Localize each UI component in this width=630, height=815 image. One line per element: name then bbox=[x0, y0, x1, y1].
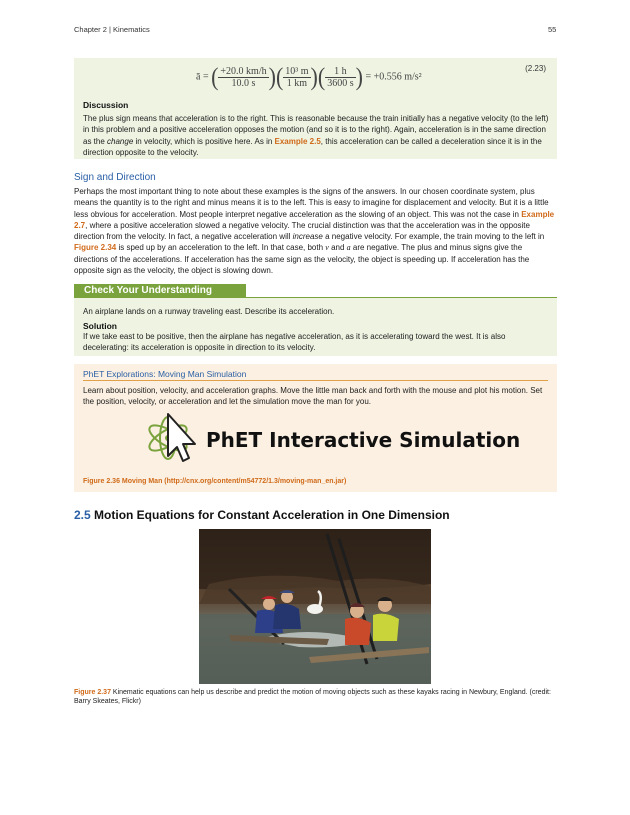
phet-logo-icon bbox=[146, 398, 206, 468]
check-understanding-tab: Check Your Understanding bbox=[74, 284, 246, 298]
figure-2-37-label: Figure 2.37 bbox=[74, 689, 111, 696]
discussion-title: Discussion bbox=[83, 100, 129, 110]
equation-number: (2.23) bbox=[525, 64, 546, 73]
fraction-2-denominator: 1 km bbox=[286, 77, 308, 89]
fraction-1-denominator: 10.0 s bbox=[231, 77, 256, 89]
check-understanding-box bbox=[74, 298, 557, 356]
velocity-symbol: v bbox=[325, 243, 329, 253]
discussion-text: The plus sign means that acceleration is to the right. This is reasonable because the train initially has a negative velocity (to the left) in this problem and a positive acceleration opposes the motion (and so it is to the right). Again, acceleration is in the same direction as the change in velocity, which is positive here. As in Example 2.5, this acceleration can be called a deceleration since it is in the direction opposite to the velocity. bbox=[83, 114, 549, 157]
section-title: Motion Equations for Constant Acceleration in One Dimension bbox=[94, 508, 450, 522]
example-box bbox=[74, 58, 557, 159]
section-number: 2.5 bbox=[74, 508, 91, 522]
equation-2-23: ā = ( $\frac{+20.0 km/h}{10.0 s}$ )( $\frac{\text{10³ m}}{1 km}$ )( $\frac{1 h}{3600 s}$ ) = +0.556 m/s² (2.23) bbox=[196, 62, 546, 91]
sign-direction-heading: Sign and Direction bbox=[74, 172, 156, 183]
chapter-header: Chapter 2 | Kinematics bbox=[74, 25, 150, 34]
fraction-1-numerator: +20.0 km/h bbox=[220, 65, 267, 77]
check-question: An airplane lands on a runway traveling east. Describe its acceleration. bbox=[83, 307, 335, 316]
page-number: 55 bbox=[548, 25, 557, 34]
example-2-7-link[interactable]: Example 2.7 bbox=[74, 209, 555, 230]
section-2-5-heading bbox=[74, 508, 450, 522]
fraction-3-numerator: 1 h bbox=[325, 66, 355, 78]
solution-text: If we take east to be positive, then the airplane has negative acceleration, as it is accelerating toward the west. It is also decelerating: its acceleration is opposite in direction to its velocity. bbox=[83, 332, 506, 353]
example-2-5-link[interactable]: Example 2.5 bbox=[274, 136, 321, 146]
fraction-3-denominator: 3600 s bbox=[327, 77, 354, 89]
acceleration-symbol: a bbox=[346, 243, 351, 253]
phet-description: Learn about position, velocity, and acceleration graphs. Move the little man back and forth with the mouse and plot his motion. Set the position, velocity, or acceleration and let the simulation move the man for you. bbox=[83, 386, 543, 407]
sign-direction-text: Perhaps the most important thing to note about these examples is the signs of the answers. In our chosen coordinate system, plus means the quantity is to the right and minus means it is to the left. This is easy to imagine for displacement and velocity. But it is a little less obvious for acceleration. Most people interpret negative acceleration as the slowing of an object. This was not the case in Example 2.7, where a positive acceleration slowed a negative velocity. The crucial distinction was that the acceleration was in the opposite direction from the velocity. In fact, a negative acceleration will increase a negative velocity. For example, the train moving to the left in Figure 2.34 is sped up by an acceleration to the left. In that case, both v and a are negative. The plus and minus signs give the directions of the accelerations. If acceleration has the same sign as the velocity, the object is speeding up. If acceleration has the opposite sign as the velocity, the object is slowing down. bbox=[74, 187, 555, 276]
phet-divider bbox=[83, 380, 548, 381]
equation-rhs: = +0.556 m/s² bbox=[365, 71, 422, 83]
phet-title[interactable]: PhET Explorations: Moving Man Simulation bbox=[83, 369, 247, 379]
fraction-2-numerator: 10³ m bbox=[285, 65, 309, 77]
figure-2-34-link[interactable]: Figure 2.34 bbox=[74, 243, 117, 253]
phet-banner-text: PhET Interactive Simulation bbox=[206, 428, 521, 452]
figure-2-36-caption[interactable]: Figure 2.36 Moving Man (http://cnx.org/content/m54772/1.3/moving-man_en.jar) bbox=[83, 478, 347, 485]
kayak-race-photo bbox=[199, 529, 431, 684]
phet-box bbox=[74, 364, 557, 492]
equation-lhs: ā = bbox=[196, 71, 209, 83]
solution-label: Solution bbox=[83, 321, 117, 331]
figure-2-37-caption: Figure 2.37 Kinematic equations can help us describe and predict the motion of moving objects such as these kayaks racing in Newbury, England. (credit: Barry Skeates, Flickr) bbox=[74, 689, 551, 705]
phet-simulation-banner[interactable] bbox=[154, 404, 521, 474]
